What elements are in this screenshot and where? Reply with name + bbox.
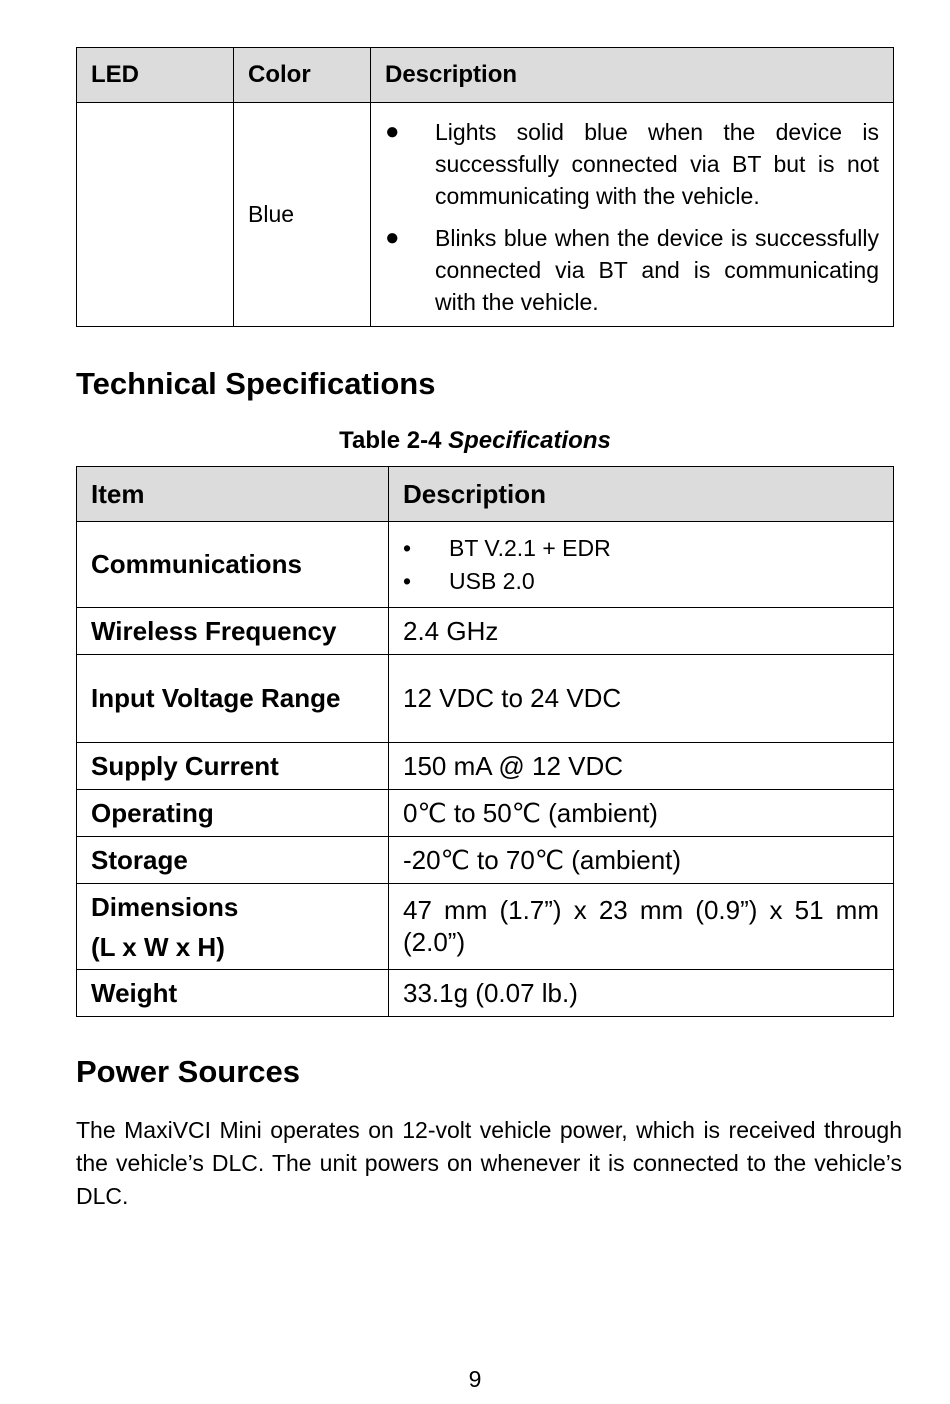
bullet-dot-icon: ●: [385, 117, 400, 145]
led-column-header: LED: [77, 48, 234, 103]
bullet-dot-icon: •: [403, 534, 412, 561]
table-row: Wireless Frequency 2.4 GHz: [77, 608, 894, 655]
description-column-header: Description: [371, 48, 894, 103]
color-cell: Blue: [234, 103, 371, 327]
specifications-table: [76, 466, 894, 1017]
description-column-header: Description: [389, 467, 894, 522]
table-row: Supply Current 150 mA @ 12 VDC: [77, 743, 894, 790]
bullet-item: ● Blinks blue when the device is successfully connected via BT and is communicating with the vehicle.: [385, 222, 879, 318]
bullet-dot-icon: ●: [385, 223, 400, 251]
bullet-item: ● Lights solid blue when the device is successfully connected via BT but is not communicating with the vehicle.: [385, 116, 879, 212]
item-column-header: Item: [77, 467, 389, 522]
bullet-dot-icon: •: [403, 567, 412, 594]
table-row: Weight 33.1g (0.07 lb.): [77, 970, 894, 1017]
led-cell: [77, 103, 234, 327]
table-row: Communications • BT V.2.1 + EDR • USB 2.0: [77, 522, 894, 608]
description-cell: [371, 103, 894, 327]
table-row: Storage -20℃ to 70℃ (ambient): [77, 837, 894, 884]
table-caption: Table 2-4 Specifications: [339, 427, 611, 454]
power-sources-paragraph: The MaxiVCI Mini operates on 12-volt vehicle power, which is received through the vehicle’s DLC. The unit powers on whenever it is connected to the vehicle’s DLC.: [76, 1117, 902, 1209]
section-heading: Power Sources: [76, 1054, 300, 1089]
table-row: Dimensions (L x W x H) 47 mm (1.7”) x 23 mm (0.9”) x 51 mm (2.0”): [77, 884, 894, 970]
section-heading: Technical Specifications: [76, 366, 436, 401]
page-number: 9: [468, 1366, 482, 1392]
led-table: [76, 47, 894, 327]
table-row: Operating 0℃ to 50℃ (ambient): [77, 790, 894, 837]
table-row: Input Voltage Range 12 VDC to 24 VDC: [77, 655, 894, 743]
color-column-header: Color: [234, 48, 371, 103]
